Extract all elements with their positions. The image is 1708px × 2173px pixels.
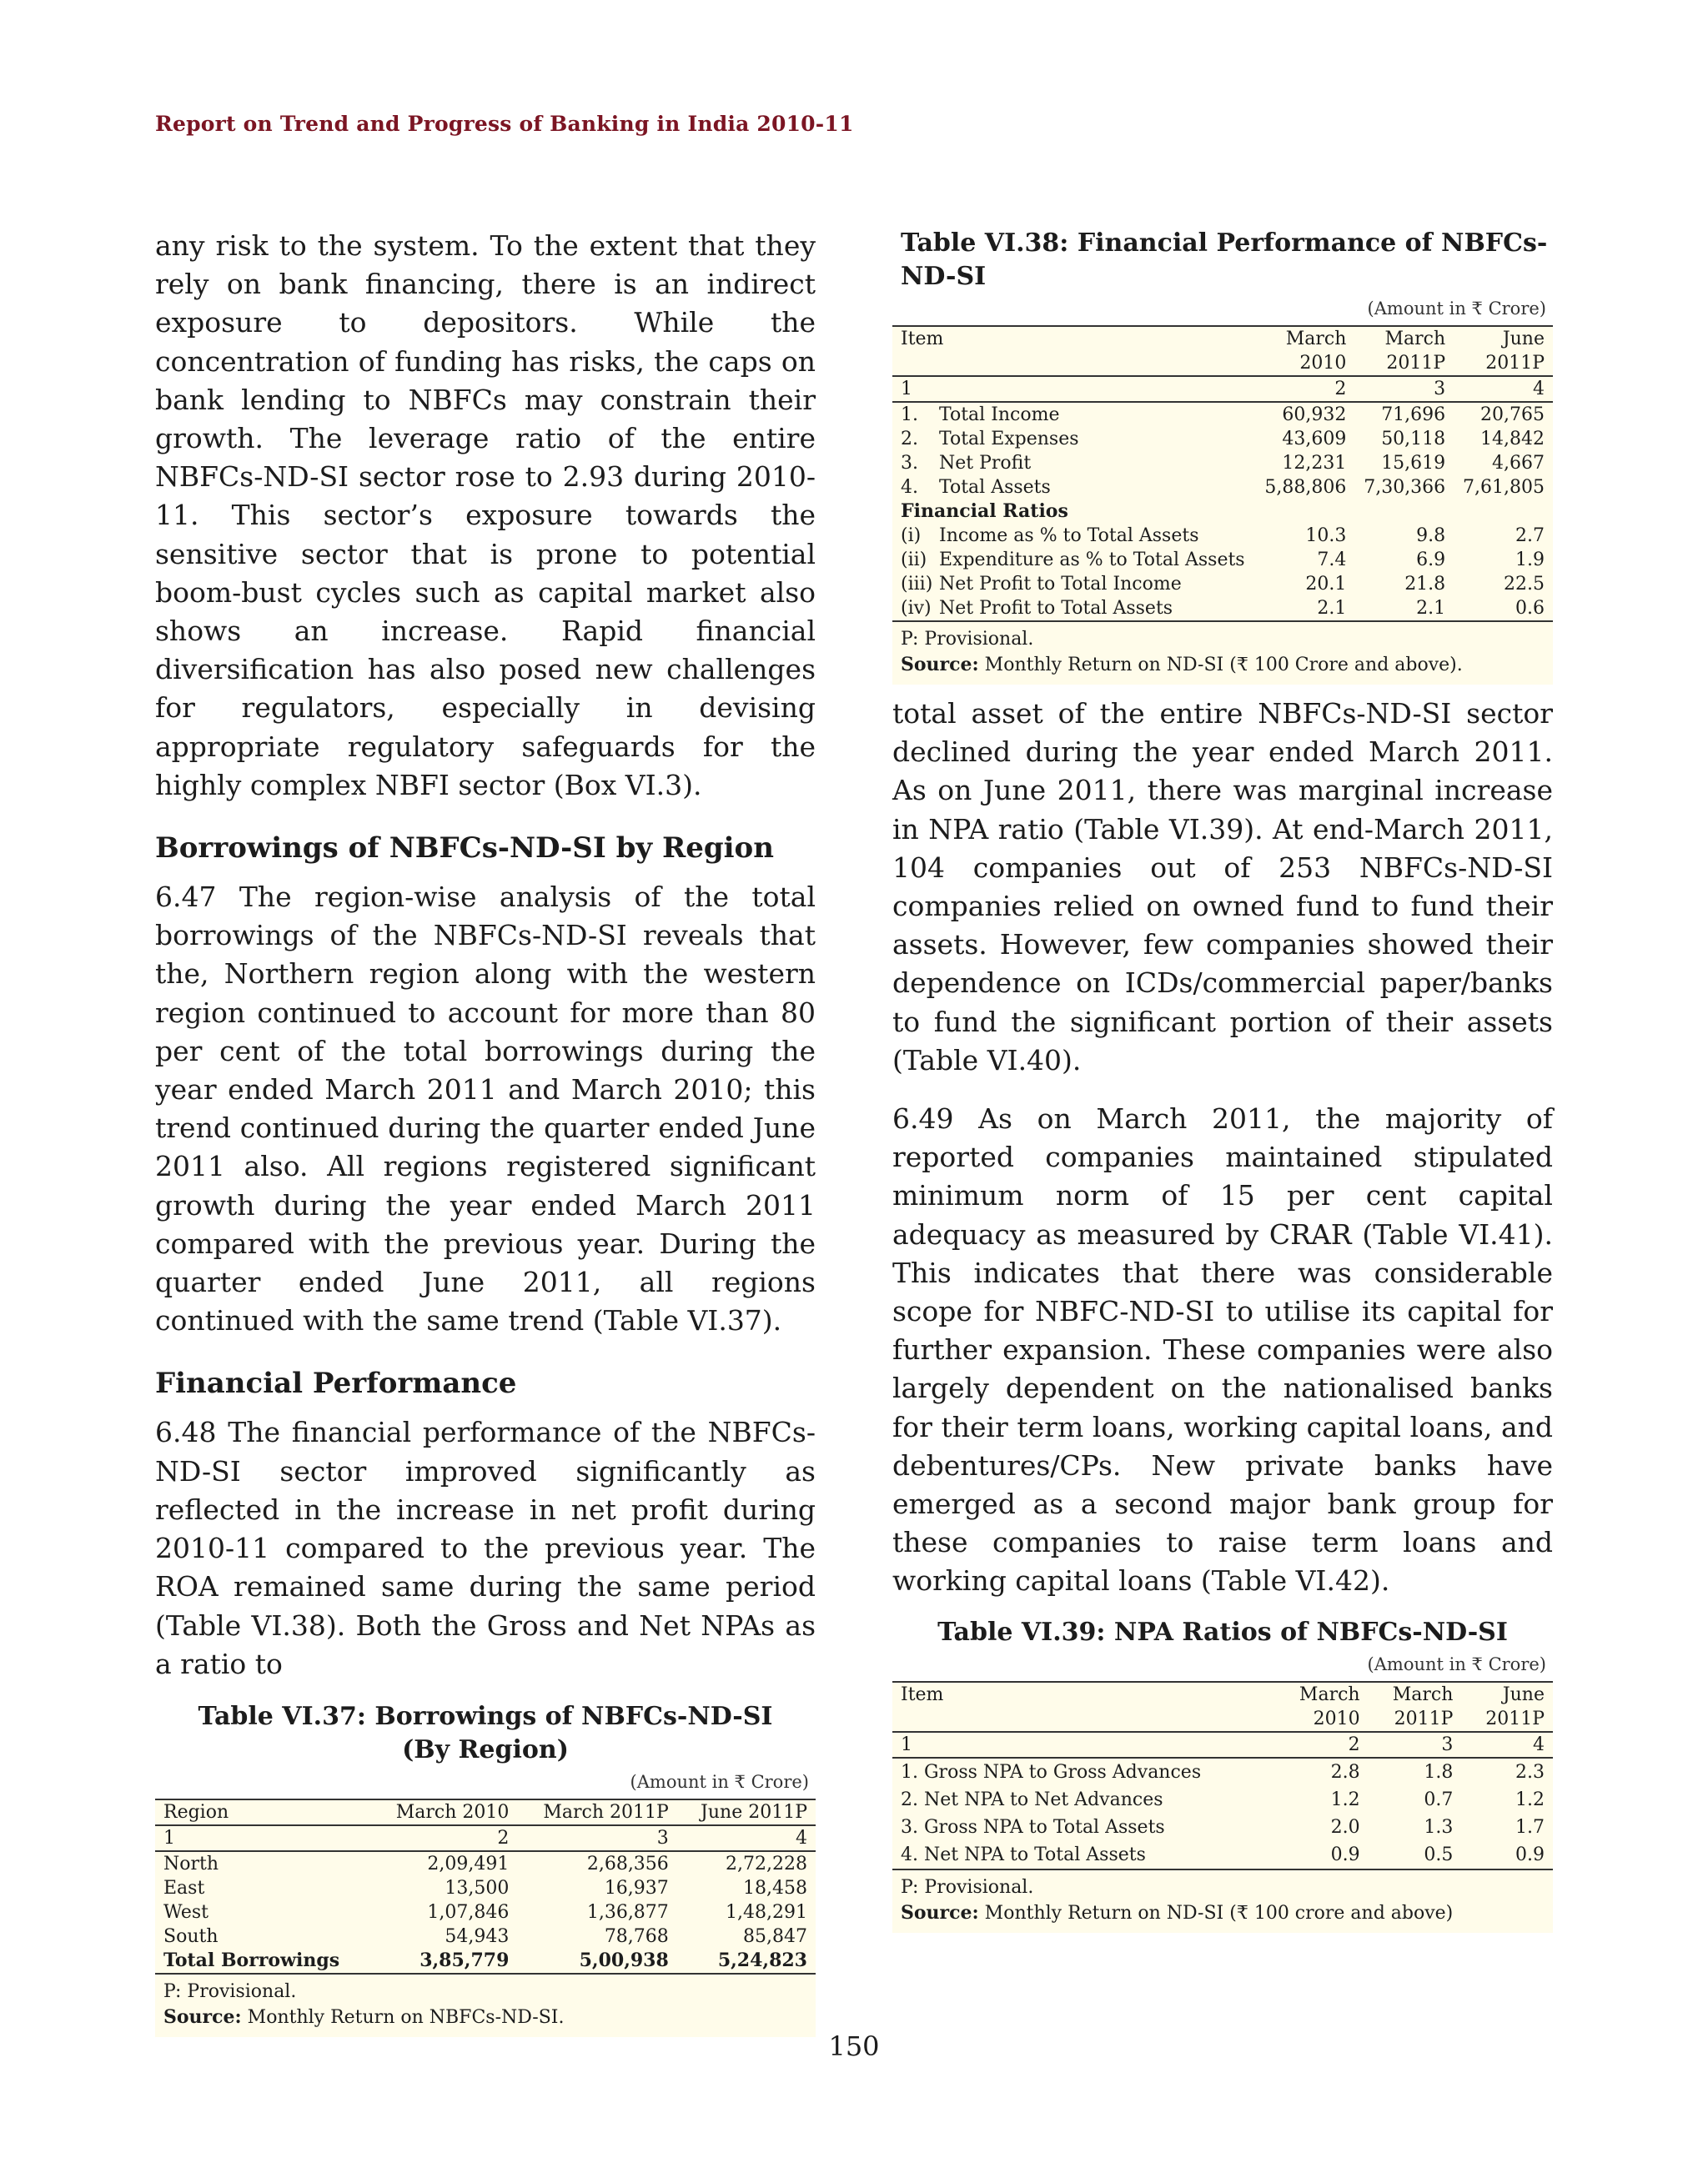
cell-value: 2.8: [1330, 1761, 1360, 1783]
cell-value: 2.7: [1515, 525, 1545, 546]
column-index: 4: [1461, 1732, 1553, 1758]
cell-value: 54,943: [445, 1925, 510, 1947]
row-label: [892, 596, 1256, 621]
row-number: (i): [901, 525, 922, 546]
cell-value: 1,48,291: [726, 1901, 807, 1923]
right-column: [892, 227, 1553, 1933]
source-note: [163, 2005, 807, 2030]
row-text: Total Assets: [939, 477, 1051, 498]
column-index: 3: [1369, 1732, 1462, 1758]
column-header: June 2011P: [677, 1799, 816, 1825]
row-text: Total Expenses: [939, 429, 1079, 449]
column-index: 4: [677, 1825, 816, 1851]
cell-value: 22.5: [1504, 574, 1545, 595]
table-row: [155, 1851, 816, 1876]
column-index: 1: [155, 1825, 372, 1851]
source-note: [901, 1900, 1545, 1926]
cell-value: 85,847: [743, 1925, 807, 1947]
table-vi-37-unit: (Amount in ₹ Crore): [630, 1771, 809, 1792]
table-row: [892, 548, 1553, 572]
cell-value: 5,88,806: [1264, 477, 1347, 498]
cell-value: 0.9: [1275, 1841, 1369, 1869]
cell-value: 1.8: [1424, 1761, 1454, 1783]
row-label: [892, 572, 1256, 596]
table-vi-39-title: Table VI.39: NPA Ratios of NBFCs-ND-SI: [937, 1617, 1508, 1647]
source-text: Monthly Return on NBFCs-ND-SI.: [247, 2006, 565, 2028]
left-column: [155, 227, 816, 2037]
row-label: North: [163, 1853, 219, 1874]
header-line: 2010: [1313, 1708, 1360, 1729]
cell-value: 21.8: [1404, 574, 1446, 595]
table-vi-38-unit: (Amount in ₹ Crore): [1367, 299, 1546, 319]
cell-value: 2.3: [1515, 1761, 1545, 1783]
provisional-note: P: Provisional.: [163, 1980, 297, 2002]
table-row: [892, 427, 1553, 451]
row-label: Total Borrowings: [155, 1949, 372, 1974]
table-row: [892, 524, 1553, 548]
row-text: Net Profit: [939, 453, 1032, 474]
column-header: [1275, 1682, 1369, 1732]
source-label: Source:: [901, 1901, 979, 1924]
table-row: [155, 1900, 816, 1925]
source-label: Source:: [901, 654, 979, 675]
row-number: (ii): [901, 550, 927, 570]
column-header: Item: [892, 326, 1256, 376]
column-header: Region: [155, 1799, 372, 1825]
row-number: 1.: [901, 404, 918, 425]
column-index: 4: [1454, 376, 1553, 402]
row-text: Expenditure as % to Total Assets: [939, 550, 1245, 570]
row-label: 3. Gross NPA to Total Assets: [901, 1816, 1165, 1838]
header-line: June: [1502, 1684, 1545, 1705]
row-label: [892, 427, 1256, 451]
table-vi-39-grid: [892, 1681, 1553, 1870]
cell-value: 18,458: [743, 1877, 807, 1899]
cell-value: 7.4: [1317, 550, 1347, 570]
cell-value: 60,932: [1282, 404, 1347, 425]
cell-value: 2.1: [1354, 596, 1454, 621]
table-vi-39: [892, 1616, 1553, 1933]
cell-value: 7,30,366: [1364, 477, 1446, 498]
source-label: Source:: [163, 2005, 242, 2028]
cell-value: 9.8: [1416, 525, 1446, 546]
cell-value: 2,09,491: [427, 1853, 510, 1874]
row-label: East: [163, 1877, 205, 1899]
row-number: 4.: [901, 477, 918, 498]
cell-value: 13,500: [445, 1877, 510, 1899]
table-row: [892, 1786, 1553, 1814]
table-row: [892, 451, 1553, 475]
table-vi-38: [892, 227, 1553, 685]
column-index: 1: [892, 1732, 1275, 1758]
column-index: 2: [1275, 1732, 1369, 1758]
header-line: March: [1392, 1684, 1454, 1705]
source-note: [901, 652, 1545, 678]
page-number: 150: [828, 2030, 880, 2062]
table-vi-38-title: Table VI.38: Financial Performance of NBFCs- ND-SI: [901, 228, 1548, 291]
table-row-total: [155, 1949, 816, 1974]
row-label: [892, 524, 1256, 548]
paragraph-6-49: 6.49 As on March 2011, the majority of reported companies maintained stipulated minimum norm of 15 per cent capital adequacy as measured by CRAR (Table VI.41). This indicates that there was considerable scope for NBFC-ND-SI to utilise its capital for further expansion. These companies were also largely dependent on the nationalised banks for their term loans, working capital loans, and debentures/CPs. New private banks have emerged as a second major bank group for these companies to raise term loans and working capital loans (Table VI.42).: [892, 1102, 1553, 1598]
running-head: Report on Trend and Progress of Banking in India 2010-11: [155, 112, 854, 136]
row-text: Net Profit to Total Assets: [939, 598, 1173, 619]
header-line: 2011P: [1386, 353, 1446, 374]
column-header: [1354, 326, 1454, 376]
table-section-heading: [892, 499, 1553, 524]
column-index: 3: [517, 1825, 676, 1851]
column-index: 1: [892, 376, 1256, 402]
row-label: West: [163, 1901, 208, 1923]
cell-value: 2,72,228: [726, 1853, 807, 1874]
cell-value: 0.7: [1424, 1789, 1454, 1810]
cell-value: 10.3: [1305, 525, 1347, 546]
table-vi-39-unit: (Amount in ₹ Crore): [1367, 1654, 1546, 1674]
cell-value: 5,24,823: [677, 1949, 816, 1974]
row-text: Income as % to Total Assets: [939, 525, 1199, 546]
column-header: [1454, 326, 1553, 376]
financial-ratios-heading: Financial Ratios: [901, 500, 1068, 522]
row-label: [892, 402, 1256, 427]
cell-value: 2.0: [1330, 1816, 1360, 1838]
header-line: 2011P: [1394, 1708, 1454, 1729]
cell-value: 3,85,779: [372, 1949, 518, 1974]
cell-value: 12,231: [1282, 453, 1347, 474]
column-header: March 2011P: [517, 1799, 676, 1825]
column-header: [1461, 1682, 1553, 1732]
table-vi-37-notes: [155, 1975, 816, 2037]
provisional-note: P: Provisional.: [901, 1876, 1034, 1898]
table-row: [892, 596, 1553, 621]
column-index: 2: [372, 1825, 518, 1851]
header-line: 2011P: [1485, 1708, 1545, 1729]
cell-value: 0.6: [1454, 596, 1553, 621]
cell-value: 0.9: [1461, 1841, 1553, 1869]
row-label: [892, 548, 1256, 572]
cell-value: 6.9: [1416, 550, 1446, 570]
cell-value: 78,768: [604, 1925, 669, 1947]
header-line: June: [1502, 329, 1545, 349]
provisional-note: P: Provisional.: [901, 629, 1034, 650]
column-header: [1369, 1682, 1462, 1732]
cell-value: 1.3: [1424, 1816, 1454, 1838]
row-number: (iii): [901, 574, 933, 595]
column-header: March 2010: [372, 1799, 518, 1825]
row-number: (iv): [901, 598, 932, 619]
table-row: [892, 402, 1553, 427]
row-label: 1. Gross NPA to Gross Advances: [901, 1761, 1202, 1783]
cell-value: 2,68,356: [586, 1853, 669, 1874]
table-row: [892, 1814, 1553, 1841]
table-row: [892, 1841, 1553, 1869]
row-label: [892, 451, 1256, 475]
cell-value: 16,937: [604, 1877, 669, 1899]
header-line: March: [1384, 329, 1446, 349]
cell-value: 15,619: [1381, 453, 1446, 474]
table-vi-37-subtitle: (By Region): [402, 1734, 569, 1764]
cell-value: 14,842: [1480, 429, 1545, 449]
cell-value: 4,667: [1492, 453, 1545, 474]
table-vi-37-grid: [155, 1799, 816, 1975]
cell-value: 20.1: [1305, 574, 1347, 595]
cell-value: 1.2: [1330, 1789, 1360, 1810]
cell-value: 1,07,846: [427, 1901, 510, 1923]
header-line: 2011P: [1485, 353, 1545, 374]
column-header: Item: [892, 1682, 1275, 1732]
cell-value: 1.9: [1515, 550, 1545, 570]
paragraph-risk: any risk to the system. To the extent that they rely on bank financing, there is an indirect exposure to depositors. While the concentration of funding has risks, the caps on bank lending to NBFCs may constrain their growth. The leverage ratio of the entire NBFCs-ND-SI sector rose to 2.93 during 2010-11. This sector’s exposure towards the sensitive sector that is prone to potential boom-bust cycles such as capital market also shows an increase. Rapid financial diversification has also posed new challenges for regulators, especially in devising appropriate regulatory safeguards for the highly complex NBFI sector (Box VI.3).: [155, 229, 816, 801]
cell-value: 1,36,877: [586, 1901, 669, 1923]
paragraph-npa-decline: total asset of the entire NBFCs-ND-SI sector declined during the year ended March 2011. As on June 2011, there was marginal increase in NPA ratio (Table VI.39). At end-March 2011, 104 companies out of 253 NBFCs-ND-SI companies relied on owned fund to fund their assets. However, few companies showed their dependence on ICDs/commercial paper/banks to fund the significant portion of their assets (Table VI.40).: [892, 697, 1553, 1076]
table-vi-38-notes: [892, 622, 1553, 685]
table-vi-37-title: Table VI.37: Borrowings of NBFCs-ND-SI: [198, 1701, 773, 1731]
row-label: 4. Net NPA to Total Assets: [892, 1841, 1275, 1869]
row-text: Net Profit to Total Income: [939, 574, 1182, 595]
column-index: 2: [1256, 376, 1355, 402]
cell-value: 7,61,805: [1463, 477, 1545, 498]
paragraph-6-47: 6.47 The region-wise analysis of the total borrowings of the NBFCs-ND-SI reveals that the, Northern region along with the western region continued to account for more than 80 per cent of the total borrowings during the year ended March 2011 and March 2010; this trend continued during the quarter ended June 2011 also. All regions registered significant growth during the year ended March 2011 compared with the previous year. During the quarter ended June 2011, all regions continued with the same trend (Table VI.37).: [155, 881, 816, 1337]
column-index: 3: [1354, 376, 1454, 402]
cell-value: 1.2: [1515, 1789, 1545, 1810]
row-label: 2. Net NPA to Net Advances: [901, 1789, 1163, 1810]
table-row: [155, 1876, 816, 1900]
row-label: South: [163, 1925, 219, 1947]
table-row: [155, 1925, 816, 1949]
table-row: [892, 475, 1553, 499]
column-header: [1256, 326, 1355, 376]
header-line: 2010: [1299, 353, 1347, 374]
table-row: [892, 572, 1553, 596]
row-text: Total Income: [939, 404, 1060, 425]
heading-borrowings-by-region: Borrowings of NBFCs-ND-SI by Region: [155, 831, 774, 866]
cell-value: 0.5: [1369, 1841, 1462, 1869]
row-number: 3.: [901, 453, 918, 474]
row-label: [892, 475, 1256, 499]
cell-value: 50,118: [1381, 429, 1446, 449]
cell-value: 2.1: [1256, 596, 1355, 621]
header-line: March: [1285, 329, 1347, 349]
table-row: [892, 1758, 1553, 1786]
table-vi-38-grid: [892, 325, 1553, 622]
table-vi-39-notes: [892, 1870, 1553, 1933]
heading-financial-performance: Financial Performance: [155, 1367, 517, 1401]
header-line: March: [1299, 1684, 1360, 1705]
cell-value: 71,696: [1381, 404, 1446, 425]
cell-value: 20,765: [1480, 404, 1545, 425]
row-number: 2.: [901, 429, 918, 449]
source-text: Monthly Return on ND-SI (₹ 100 Crore and above).: [984, 655, 1463, 675]
cell-value: 1.7: [1515, 1816, 1545, 1838]
cell-value: 5,00,938: [517, 1949, 676, 1974]
paragraph-6-48: 6.48 The financial performance of the NBFCs-ND-SI sector improved significantly as reflected in the increase in net profit during 2010-11 compared to the previous year. The ROA remained same during the same period (Table VI.38). Both the Gross and Net NPAs as a ratio to: [155, 1416, 816, 1680]
table-vi-37: [155, 1700, 816, 2037]
source-text: Monthly Return on ND-SI (₹ 100 crore and above): [984, 1902, 1454, 1924]
cell-value: 43,609: [1282, 429, 1347, 449]
